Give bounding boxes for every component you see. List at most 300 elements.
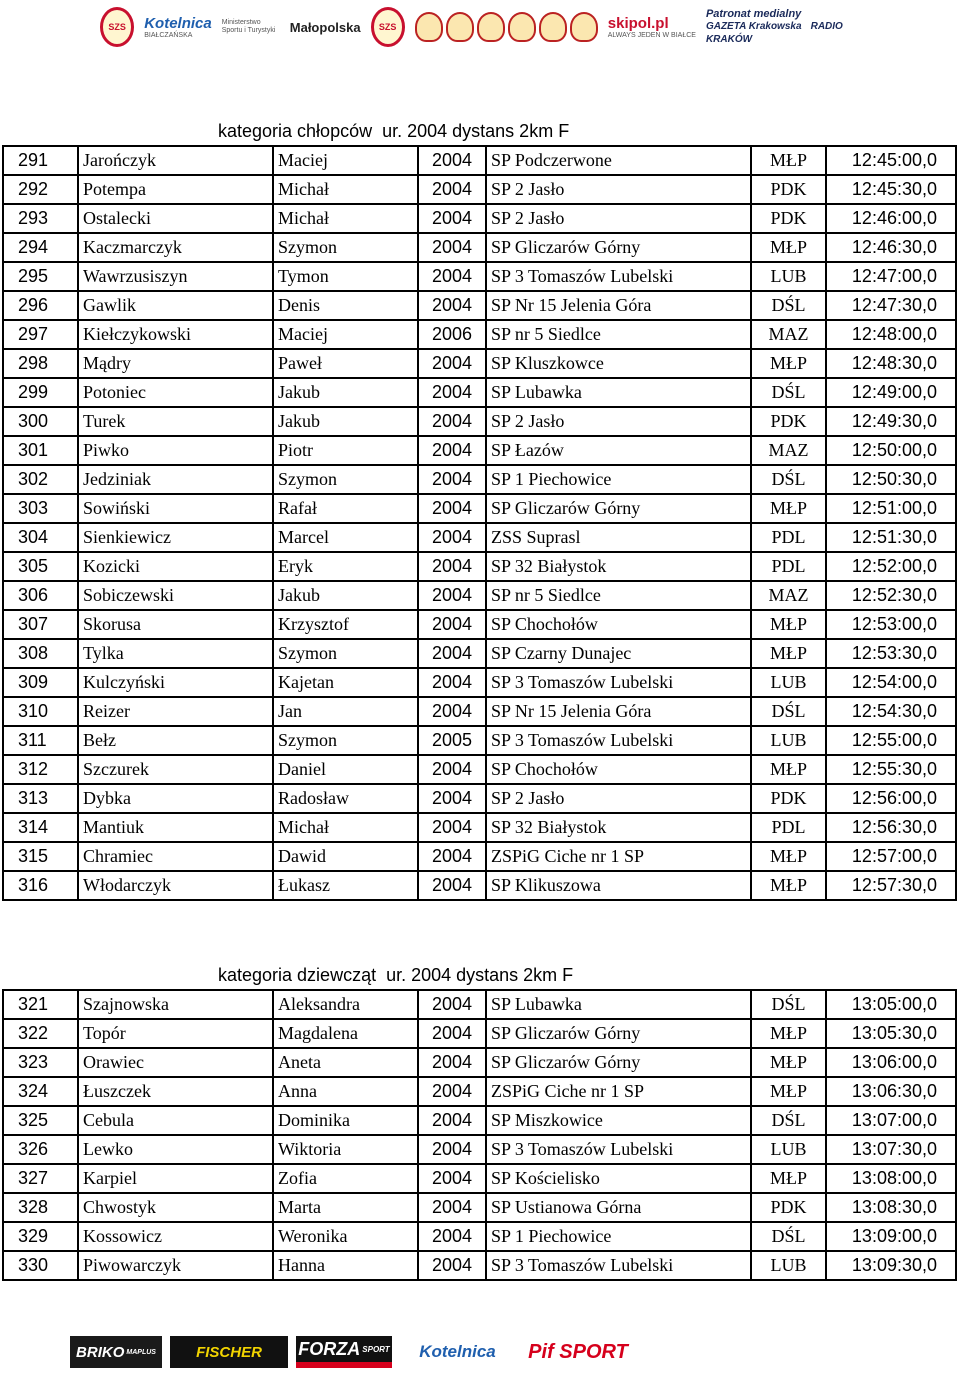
- birth-year-cell: 2004: [418, 610, 486, 639]
- table-row: [3, 639, 956, 668]
- first-name-cell: Radosław: [273, 784, 418, 813]
- bib-number-cell: 296: [3, 291, 78, 320]
- last-name-cell: Karpiel: [78, 1164, 273, 1193]
- crest-icon: [508, 12, 536, 42]
- school-cell: SP Kościelisko: [486, 1164, 751, 1193]
- bib-number-cell: 327: [3, 1164, 78, 1193]
- bib-number-cell: 309: [3, 668, 78, 697]
- first-name-cell: Aleksandra: [273, 990, 418, 1019]
- birth-year-cell: 2004: [418, 1222, 486, 1251]
- table-row: [3, 871, 956, 900]
- table-row: [3, 233, 956, 262]
- region-cell: MŁP: [751, 1077, 826, 1106]
- school-cell: ZSPiG Ciche nr 1 SP: [486, 1077, 751, 1106]
- skipol-logo-text: skipol.pl: [607, 14, 669, 32]
- table-row: [3, 1048, 956, 1077]
- birth-year-cell: 2004: [418, 552, 486, 581]
- school-cell: ZSPiG Ciche nr 1 SP: [486, 842, 751, 871]
- table-row: [3, 668, 956, 697]
- school-cell: SP Łazów: [486, 436, 751, 465]
- malopolska-logo: Małopolska: [289, 19, 361, 35]
- bib-number-cell: 299: [3, 378, 78, 407]
- last-name-cell: Włodarczyk: [78, 871, 273, 900]
- birth-year-cell: 2004: [418, 784, 486, 813]
- birth-year-cell: 2006: [418, 320, 486, 349]
- kotelnica-logo-text: Kotelnica: [144, 14, 212, 32]
- crest-icon: [477, 12, 505, 42]
- start-time-cell: 12:47:30,0: [826, 291, 956, 320]
- start-time-cell: 12:48:00,0: [826, 320, 956, 349]
- first-name-cell: Szymon: [273, 726, 418, 755]
- school-cell: SP Gliczarów Górny: [486, 233, 751, 262]
- birth-year-cell: 2004: [418, 1251, 486, 1280]
- birth-year-cell: 2004: [418, 1077, 486, 1106]
- start-time-cell: 12:55:30,0: [826, 755, 956, 784]
- sponsor-logos-header: [100, 4, 860, 50]
- bib-number-cell: 322: [3, 1019, 78, 1048]
- first-name-cell: Jan: [273, 697, 418, 726]
- last-name-cell: Chwostyk: [78, 1193, 273, 1222]
- bib-number-cell: 323: [3, 1048, 78, 1077]
- last-name-cell: Potoniec: [78, 378, 273, 407]
- media-patronage: [706, 8, 860, 46]
- birth-year-cell: 2004: [418, 842, 486, 871]
- start-time-cell: 12:51:30,0: [826, 523, 956, 552]
- start-time-cell: 13:06:00,0: [826, 1048, 956, 1077]
- ministry-logo: Ministerstwo Sportu i Turystyki: [221, 19, 276, 34]
- start-time-cell: 12:53:00,0: [826, 610, 956, 639]
- school-cell: SP Gliczarów Górny: [486, 494, 751, 523]
- school-cell: SP Miszkowice: [486, 1106, 751, 1135]
- first-name-cell: Jakub: [273, 378, 418, 407]
- first-name-cell: Aneta: [273, 1048, 418, 1077]
- bib-number-cell: 306: [3, 581, 78, 610]
- region-cell: DŚL: [751, 378, 826, 407]
- birth-year-cell: 2004: [418, 1048, 486, 1077]
- birth-year-cell: 2004: [418, 465, 486, 494]
- school-cell: SP Gliczarów Górny: [486, 1048, 751, 1077]
- region-cell: PDK: [751, 784, 826, 813]
- first-name-cell: Michał: [273, 813, 418, 842]
- start-time-cell: 12:50:30,0: [826, 465, 956, 494]
- start-time-cell: 12:57:00,0: [826, 842, 956, 871]
- table-row: [3, 465, 956, 494]
- school-cell: SP 2 Jasło: [486, 784, 751, 813]
- last-name-cell: Sowiński: [78, 494, 273, 523]
- crest-icon: [415, 12, 443, 42]
- first-name-cell: Anna: [273, 1077, 418, 1106]
- region-cell: MŁP: [751, 639, 826, 668]
- table-row: [3, 552, 956, 581]
- last-name-cell: Piwko: [78, 436, 273, 465]
- school-cell: SP 1 Piechowice: [486, 1222, 751, 1251]
- start-time-cell: 12:55:00,0: [826, 726, 956, 755]
- first-name-cell: Marta: [273, 1193, 418, 1222]
- school-cell: SP Kluszkowce: [486, 349, 751, 378]
- first-name-cell: Weronika: [273, 1222, 418, 1251]
- table-row: [3, 1164, 956, 1193]
- table-row: [3, 204, 956, 233]
- first-name-cell: Kajetan: [273, 668, 418, 697]
- birth-year-cell: 2004: [418, 436, 486, 465]
- region-cell: PDL: [751, 813, 826, 842]
- school-cell: SP 2 Jasło: [486, 407, 751, 436]
- school-cell: SP Chochołów: [486, 610, 751, 639]
- start-time-cell: 12:52:00,0: [826, 552, 956, 581]
- forza-logo-text: FORZA: [298, 1338, 361, 1359]
- birth-year-cell: 2004: [418, 494, 486, 523]
- last-name-cell: Cebula: [78, 1106, 273, 1135]
- start-time-cell: 12:51:00,0: [826, 494, 956, 523]
- start-time-cell: 13:05:00,0: [826, 990, 956, 1019]
- boys-category-caption: kategoria chłopców ur. 2004 dystans 2km F: [218, 121, 570, 141]
- table-row: [3, 990, 956, 1019]
- crest-icon: [570, 12, 598, 42]
- school-cell: ZSS Suprasl: [486, 523, 751, 552]
- birth-year-cell: 2004: [418, 1106, 486, 1135]
- table-row: [3, 1135, 956, 1164]
- table-row: [3, 813, 956, 842]
- last-name-cell: Kulczyński: [78, 668, 273, 697]
- crest-icon: [446, 12, 474, 42]
- school-cell: SP Czarny Dunajec: [486, 639, 751, 668]
- last-name-cell: Potempa: [78, 175, 273, 204]
- first-name-cell: Denis: [273, 291, 418, 320]
- region-cell: LUB: [751, 1135, 826, 1164]
- region-cell: PDK: [751, 175, 826, 204]
- last-name-cell: Jedziniak: [78, 465, 273, 494]
- first-name-cell: Szymon: [273, 465, 418, 494]
- last-name-cell: Łuszczek: [78, 1077, 273, 1106]
- birth-year-cell: 2004: [418, 233, 486, 262]
- start-time-cell: 13:06:30,0: [826, 1077, 956, 1106]
- table-row: [3, 146, 956, 175]
- first-name-cell: Paweł: [273, 349, 418, 378]
- start-time-cell: 12:49:00,0: [826, 378, 956, 407]
- last-name-cell: Bełz: [78, 726, 273, 755]
- region-cell: MŁP: [751, 233, 826, 262]
- school-cell: SP Podczerwone: [486, 146, 751, 175]
- start-time-cell: 12:56:00,0: [826, 784, 956, 813]
- school-cell: SP Klikuszowa: [486, 871, 751, 900]
- last-name-cell: Szajnowska: [78, 990, 273, 1019]
- last-name-cell: Reizer: [78, 697, 273, 726]
- table-row: [3, 291, 956, 320]
- birth-year-cell: 2004: [418, 262, 486, 291]
- last-name-cell: Ostalecki: [78, 204, 273, 233]
- region-cell: MAZ: [751, 320, 826, 349]
- birth-year-cell: 2004: [418, 523, 486, 552]
- birth-year-cell: 2004: [418, 813, 486, 842]
- first-name-cell: Jakub: [273, 581, 418, 610]
- crest-icon: [539, 12, 567, 42]
- school-cell: SP Lubawka: [486, 990, 751, 1019]
- table-row: [3, 407, 956, 436]
- birth-year-cell: 2004: [418, 668, 486, 697]
- bib-number-cell: 298: [3, 349, 78, 378]
- region-cell: MŁP: [751, 755, 826, 784]
- last-name-cell: Turek: [78, 407, 273, 436]
- birth-year-cell: 2004: [418, 291, 486, 320]
- region-cell: LUB: [751, 726, 826, 755]
- first-name-cell: Hanna: [273, 1251, 418, 1280]
- last-name-cell: Gawlik: [78, 291, 273, 320]
- region-cell: MŁP: [751, 349, 826, 378]
- last-name-cell: Kiełczykowski: [78, 320, 273, 349]
- start-time-cell: 13:09:30,0: [826, 1251, 956, 1280]
- last-name-cell: Mądry: [78, 349, 273, 378]
- first-name-cell: Zofia: [273, 1164, 418, 1193]
- table-row: [3, 697, 956, 726]
- start-time-cell: 12:47:00,0: [826, 262, 956, 291]
- girls-start-list-table: [2, 989, 957, 1281]
- school-cell: SP nr 5 Siedlce: [486, 320, 751, 349]
- table-row: [3, 842, 956, 871]
- bib-number-cell: 312: [3, 755, 78, 784]
- kotelnica-footer-logo: Kotelnica: [419, 1342, 496, 1361]
- region-cell: MŁP: [751, 494, 826, 523]
- last-name-cell: Sobiczewski: [78, 581, 273, 610]
- bib-number-cell: 313: [3, 784, 78, 813]
- last-name-cell: Dybka: [78, 784, 273, 813]
- bib-number-cell: 292: [3, 175, 78, 204]
- last-name-cell: Sienkiewicz: [78, 523, 273, 552]
- first-name-cell: Rafał: [273, 494, 418, 523]
- bib-number-cell: 330: [3, 1251, 78, 1280]
- first-name-cell: Maciej: [273, 146, 418, 175]
- birth-year-cell: 2004: [418, 378, 486, 407]
- birth-year-cell: 2004: [418, 639, 486, 668]
- bib-number-cell: 302: [3, 465, 78, 494]
- school-cell: SP Ustianowa Górna: [486, 1193, 751, 1222]
- bib-number-cell: 329: [3, 1222, 78, 1251]
- first-name-cell: Łukasz: [273, 871, 418, 900]
- school-cell: SP 32 Białystok: [486, 813, 751, 842]
- table-row: [3, 726, 956, 755]
- first-name-cell: Krzysztof: [273, 610, 418, 639]
- bib-number-cell: 311: [3, 726, 78, 755]
- start-time-cell: 12:48:30,0: [826, 349, 956, 378]
- table-row: [3, 610, 956, 639]
- briko-logo: [70, 1336, 162, 1368]
- birth-year-cell: 2004: [418, 175, 486, 204]
- school-cell: SP Nr 15 Jelenia Góra: [486, 291, 751, 320]
- bib-number-cell: 297: [3, 320, 78, 349]
- school-cell: SP 3 Tomaszów Lubelski: [486, 1135, 751, 1164]
- forza-logo-sub: SPORT: [362, 1344, 390, 1354]
- bib-number-cell: 294: [3, 233, 78, 262]
- start-time-cell: 12:54:30,0: [826, 697, 956, 726]
- start-time-cell: 13:07:30,0: [826, 1135, 956, 1164]
- region-cell: MAZ: [751, 436, 826, 465]
- start-time-cell: 12:46:00,0: [826, 204, 956, 233]
- region-cell: DŚL: [751, 1222, 826, 1251]
- briko-logo-text: BRIKO: [76, 1343, 125, 1361]
- region-cell: PDK: [751, 1193, 826, 1222]
- patronat-title: Patronat medialny: [705, 8, 802, 20]
- table-row: [3, 755, 956, 784]
- bib-number-cell: 308: [3, 639, 78, 668]
- school-cell: SP 3 Tomaszów Lubelski: [486, 262, 751, 291]
- birth-year-cell: 2004: [418, 1164, 486, 1193]
- start-time-cell: 12:57:30,0: [826, 871, 956, 900]
- region-cell: PDL: [751, 552, 826, 581]
- bib-number-cell: 321: [3, 990, 78, 1019]
- start-time-cell: 12:45:00,0: [826, 146, 956, 175]
- first-name-cell: Daniel: [273, 755, 418, 784]
- region-cell: DŚL: [751, 291, 826, 320]
- table-row: [3, 320, 956, 349]
- school-cell: SP 2 Jasło: [486, 204, 751, 233]
- bib-number-cell: 310: [3, 697, 78, 726]
- radio-krakow-logo: RADIO KRAKÓW: [705, 21, 843, 45]
- first-name-cell: Magdalena: [273, 1019, 418, 1048]
- last-name-cell: Tylka: [78, 639, 273, 668]
- bib-number-cell: 303: [3, 494, 78, 523]
- table-row: [3, 262, 956, 291]
- start-time-cell: 13:05:30,0: [826, 1019, 956, 1048]
- start-time-cell: 13:08:00,0: [826, 1164, 956, 1193]
- start-time-cell: 12:45:30,0: [826, 175, 956, 204]
- bib-number-cell: 325: [3, 1106, 78, 1135]
- birth-year-cell: 2004: [418, 1135, 486, 1164]
- start-time-cell: 12:50:00,0: [826, 436, 956, 465]
- first-name-cell: Jakub: [273, 407, 418, 436]
- bib-number-cell: 293: [3, 204, 78, 233]
- szs-logo: SZS: [100, 7, 134, 47]
- table-row: [3, 1019, 956, 1048]
- school-cell: SP 3 Tomaszów Lubelski: [486, 726, 751, 755]
- birth-year-cell: 2004: [418, 755, 486, 784]
- bib-number-cell: 315: [3, 842, 78, 871]
- region-cell: MAZ: [751, 581, 826, 610]
- region-cell: PDL: [751, 523, 826, 552]
- bib-number-cell: 316: [3, 871, 78, 900]
- region-cell: LUB: [751, 668, 826, 697]
- first-name-cell: Piotr: [273, 436, 418, 465]
- first-name-cell: Dominika: [273, 1106, 418, 1135]
- table-row: [3, 175, 956, 204]
- start-time-cell: 12:52:30,0: [826, 581, 956, 610]
- start-time-cell: 12:53:30,0: [826, 639, 956, 668]
- birth-year-cell: 2005: [418, 726, 486, 755]
- bib-number-cell: 295: [3, 262, 78, 291]
- first-name-cell: Eryk: [273, 552, 418, 581]
- region-cell: MŁP: [751, 842, 826, 871]
- region-cell: DŚL: [751, 465, 826, 494]
- birth-year-cell: 2004: [418, 871, 486, 900]
- school-cell: SP 3 Tomaszów Lubelski: [486, 1251, 751, 1280]
- last-name-cell: Kossowicz: [78, 1222, 273, 1251]
- bib-number-cell: 304: [3, 523, 78, 552]
- table-row: [3, 378, 956, 407]
- table-row: [3, 784, 956, 813]
- municipal-crests: [415, 12, 598, 42]
- bib-number-cell: 328: [3, 1193, 78, 1222]
- birth-year-cell: 2004: [418, 697, 486, 726]
- first-name-cell: Marcel: [273, 523, 418, 552]
- bib-number-cell: 300: [3, 407, 78, 436]
- region-cell: PDK: [751, 407, 826, 436]
- last-name-cell: Jarończyk: [78, 146, 273, 175]
- table-row: [3, 1251, 956, 1280]
- birth-year-cell: 2004: [418, 1019, 486, 1048]
- start-time-cell: 13:07:00,0: [826, 1106, 956, 1135]
- fischer-logo: FISCHER: [170, 1336, 288, 1368]
- school-cell: SP nr 5 Siedlce: [486, 581, 751, 610]
- birth-year-cell: 2004: [418, 146, 486, 175]
- table-row: [3, 581, 956, 610]
- first-name-cell: Michał: [273, 175, 418, 204]
- region-cell: MŁP: [751, 871, 826, 900]
- last-name-cell: Szczurek: [78, 755, 273, 784]
- last-name-cell: Lewko: [78, 1135, 273, 1164]
- start-time-cell: 12:56:30,0: [826, 813, 956, 842]
- first-name-cell: Szymon: [273, 233, 418, 262]
- table-row: [3, 1077, 956, 1106]
- birth-year-cell: 2004: [418, 407, 486, 436]
- table-row: [3, 349, 956, 378]
- last-name-cell: Kozicki: [78, 552, 273, 581]
- table-row: [3, 1222, 956, 1251]
- bib-number-cell: 326: [3, 1135, 78, 1164]
- birth-year-cell: 2004: [418, 349, 486, 378]
- table-row: [3, 523, 956, 552]
- first-name-cell: Tymon: [273, 262, 418, 291]
- bib-number-cell: 301: [3, 436, 78, 465]
- last-name-cell: Topór: [78, 1019, 273, 1048]
- region-cell: LUB: [751, 1251, 826, 1280]
- table-row: [3, 1193, 956, 1222]
- school-cell: SP 2 Jasło: [486, 175, 751, 204]
- last-name-cell: Piwowarczyk: [78, 1251, 273, 1280]
- bib-number-cell: 307: [3, 610, 78, 639]
- last-name-cell: Skorusa: [78, 610, 273, 639]
- first-name-cell: Dawid: [273, 842, 418, 871]
- kotelnica-logo-sub: BIAŁCZAŃSKA: [144, 31, 193, 39]
- school-cell: SP Chochołów: [486, 755, 751, 784]
- first-name-cell: Wiktoria: [273, 1135, 418, 1164]
- region-cell: MŁP: [751, 1164, 826, 1193]
- school-cell: SP 1 Piechowice: [486, 465, 751, 494]
- first-name-cell: Szymon: [273, 639, 418, 668]
- table-row: [3, 494, 956, 523]
- bib-number-cell: 314: [3, 813, 78, 842]
- birth-year-cell: 2004: [418, 581, 486, 610]
- last-name-cell: Orawiec: [78, 1048, 273, 1077]
- last-name-cell: Mantiuk: [78, 813, 273, 842]
- forza-logo: [296, 1336, 392, 1368]
- first-name-cell: Maciej: [273, 320, 418, 349]
- region-cell: MŁP: [751, 1019, 826, 1048]
- last-name-cell: Kaczmarczyk: [78, 233, 273, 262]
- region-cell: PDK: [751, 204, 826, 233]
- table-row: [3, 436, 956, 465]
- bib-number-cell: 324: [3, 1077, 78, 1106]
- table-row: [3, 1106, 956, 1135]
- birth-year-cell: 2004: [418, 204, 486, 233]
- szs-logo-2: SZS: [371, 7, 405, 47]
- first-name-cell: Michał: [273, 204, 418, 233]
- birth-year-cell: 2004: [418, 990, 486, 1019]
- birth-year-cell: 2004: [418, 1193, 486, 1222]
- school-cell: SP Lubawka: [486, 378, 751, 407]
- region-cell: LUB: [751, 262, 826, 291]
- region-cell: MŁP: [751, 146, 826, 175]
- school-cell: SP 32 Białystok: [486, 552, 751, 581]
- boys-start-list-table: [2, 145, 957, 901]
- kotelnica-logo: [144, 15, 212, 40]
